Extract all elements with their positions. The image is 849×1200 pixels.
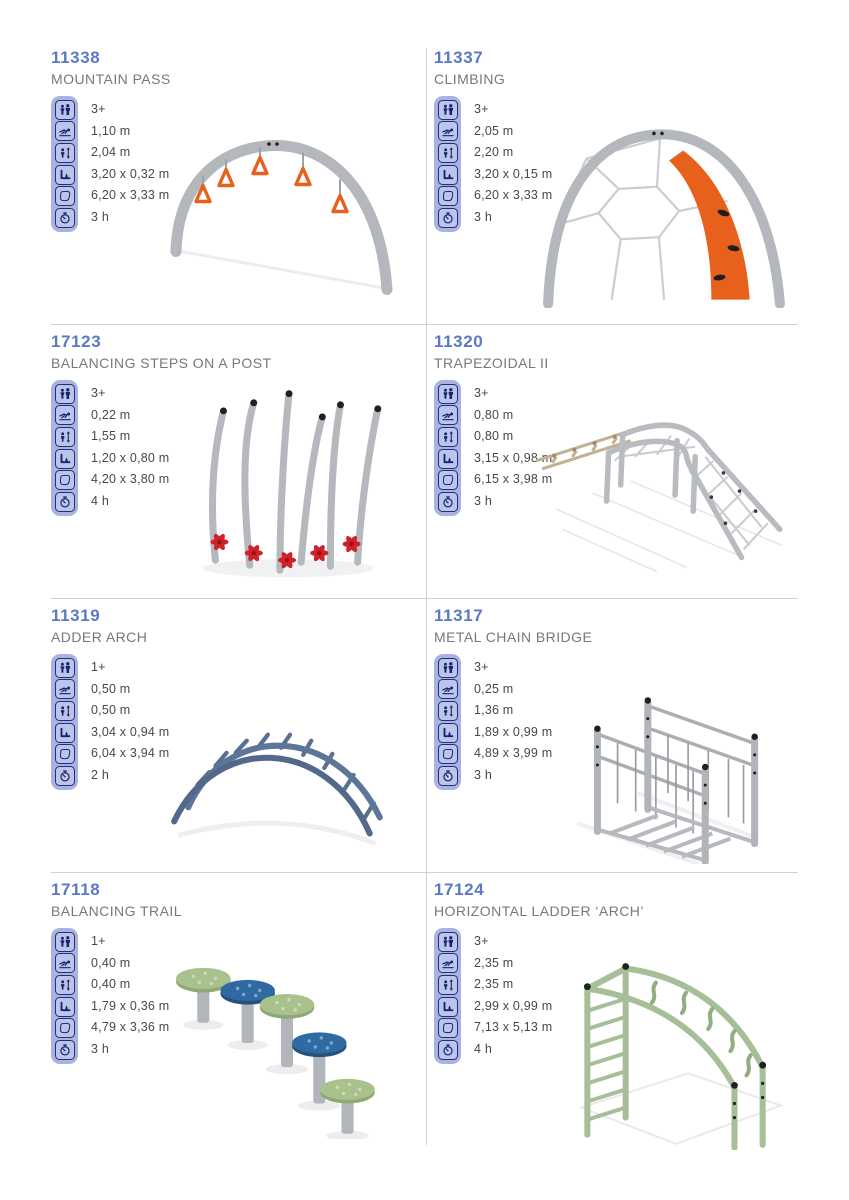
spec-footprint: 1,20 x 0,80 m	[91, 450, 170, 465]
free-fall-height-icon	[55, 405, 75, 425]
footprint-dimensions-icon	[55, 723, 75, 743]
illustration-balancing-steps	[169, 380, 401, 588]
spec-safety-area: 6,15 x 3,98 m	[474, 472, 553, 487]
spec-safety-area: 6,04 x 3,94 m	[91, 746, 170, 761]
installation-time-icon	[55, 492, 75, 512]
spec-footprint: 2,99 x 0,99 m	[474, 998, 553, 1013]
free-fall-height-icon	[438, 953, 458, 973]
product-name: METAL CHAIN BRIDGE	[434, 629, 593, 645]
spec-footprint: 1,79 x 0,36 m	[91, 998, 170, 1013]
age-group-icon	[438, 932, 458, 952]
spec-age: 3+	[474, 934, 489, 948]
spec-footprint: 3,20 x 0,15 m	[474, 166, 553, 181]
free-fall-height-icon	[55, 121, 75, 141]
equipment-height-icon	[55, 143, 75, 163]
product-card	[51, 880, 424, 1150]
age-group-icon	[55, 658, 75, 678]
safety-area-icon	[55, 186, 75, 206]
spec-fall-height: 0,80 m	[474, 407, 514, 422]
free-fall-height-icon	[55, 679, 75, 699]
spec-values	[91, 928, 169, 1064]
spec-height: 2,35 m	[474, 977, 514, 992]
spec-height: 0,40 m	[91, 977, 131, 992]
safety-area-icon	[438, 1018, 458, 1038]
spec-height: 1,36 m	[474, 703, 514, 718]
spec-age: 3+	[474, 386, 489, 400]
spec-safety-area: 4,89 x 3,99 m	[474, 746, 553, 761]
product-id: 11317	[434, 606, 484, 625]
footprint-dimensions-icon	[55, 997, 75, 1017]
spec-safety-area: 6,20 x 3,33 m	[91, 188, 170, 203]
footprint-dimensions-icon	[438, 997, 458, 1017]
spec-icon-strip	[51, 380, 78, 516]
spec-age: 3+	[474, 102, 489, 116]
age-group-icon	[438, 658, 458, 678]
spec-fall-height: 0,22 m	[91, 407, 131, 422]
spec-icon-strip	[51, 96, 78, 232]
footprint-dimensions-icon	[438, 449, 458, 469]
illustration-horizontal-ladder-arch	[537, 918, 809, 1150]
product-name: BALANCING TRAIL	[51, 903, 182, 919]
spec-age: 3+	[91, 386, 106, 400]
footprint-dimensions-icon	[55, 165, 75, 185]
illustration-metal-chain-bridge	[547, 672, 799, 864]
spec-safety-area: 4,20 x 3,80 m	[91, 472, 170, 487]
spec-install-time: 3 h	[91, 209, 109, 224]
safety-area-icon	[55, 1018, 75, 1038]
spec-height: 0,50 m	[91, 703, 131, 718]
product-card	[434, 880, 807, 1150]
spec-icon-strip	[434, 380, 461, 516]
spec-fall-height: 0,50 m	[91, 681, 131, 696]
spec-footprint: 3,04 x 0,94 m	[91, 724, 170, 739]
spec-install-time: 3 h	[91, 1041, 109, 1056]
spec-icon-strip	[434, 928, 461, 1064]
equipment-height-icon	[55, 701, 75, 721]
age-group-icon	[438, 100, 458, 120]
spec-install-time: 4 h	[91, 493, 109, 508]
spec-fall-height: 2,05 m	[474, 123, 514, 138]
installation-time-icon	[55, 208, 75, 228]
spec-fall-height: 0,25 m	[474, 681, 514, 696]
spec-fall-height: 0,40 m	[91, 955, 131, 970]
spec-footprint: 3,20 x 0,32 m	[91, 166, 170, 181]
product-id: 11337	[434, 48, 484, 67]
footprint-dimensions-icon	[55, 449, 75, 469]
footprint-dimensions-icon	[438, 165, 458, 185]
spec-height: 2,20 m	[474, 145, 514, 160]
equipment-height-icon	[438, 701, 458, 721]
product-id: 11319	[51, 606, 101, 625]
spec-safety-area: 7,13 x 5,13 m	[474, 1020, 553, 1035]
installation-time-icon	[438, 208, 458, 228]
equipment-height-icon	[55, 975, 75, 995]
product-id: 11320	[434, 332, 484, 351]
illustration-mountain-pass	[156, 130, 406, 298]
illustration-climbing	[532, 116, 794, 308]
free-fall-height-icon	[438, 405, 458, 425]
free-fall-height-icon	[55, 953, 75, 973]
spec-values	[474, 654, 552, 790]
safety-area-icon	[55, 744, 75, 764]
illustration-balancing-trail	[169, 952, 401, 1139]
spec-install-time: 3 h	[474, 209, 492, 224]
row-divider	[51, 324, 798, 325]
product-card	[51, 332, 424, 602]
equipment-height-icon	[55, 427, 75, 447]
spec-icon-strip	[51, 654, 78, 790]
product-name: HORIZONTAL LADDER ‘ARCH’	[434, 903, 644, 919]
illustration-adder-arch	[154, 694, 406, 856]
product-name: ADDER ARCH	[51, 629, 148, 645]
safety-area-icon	[438, 470, 458, 490]
age-group-icon	[55, 384, 75, 404]
illustration-trapezoidal	[526, 398, 808, 575]
equipment-height-icon	[438, 143, 458, 163]
free-fall-height-icon	[438, 121, 458, 141]
column-divider	[426, 48, 427, 1145]
product-id: 17123	[51, 332, 102, 351]
spec-age: 3+	[91, 102, 106, 116]
product-id: 17118	[51, 880, 101, 899]
spec-icon-strip	[51, 928, 78, 1064]
age-group-icon	[55, 932, 75, 952]
safety-area-icon	[438, 186, 458, 206]
installation-time-icon	[55, 1040, 75, 1060]
spec-age: 3+	[474, 660, 489, 674]
spec-footprint: 3,15 x 0,98 m	[474, 450, 553, 465]
installation-time-icon	[438, 492, 458, 512]
spec-icon-strip	[434, 654, 461, 790]
spec-height: 1,55 m	[91, 429, 131, 444]
installation-time-icon	[438, 1040, 458, 1060]
spec-safety-area: 6,20 x 3,33 m	[474, 188, 553, 203]
product-card	[434, 48, 807, 318]
spec-install-time: 3 h	[474, 493, 492, 508]
footprint-dimensions-icon	[438, 723, 458, 743]
age-group-icon	[438, 384, 458, 404]
product-id: 11338	[51, 48, 101, 67]
spec-safety-area: 4,79 x 3,36 m	[91, 1020, 170, 1035]
product-name: CLIMBING	[434, 71, 506, 87]
safety-area-icon	[438, 744, 458, 764]
spec-icon-strip	[434, 96, 461, 232]
product-name: TRAPEZOIDAL II	[434, 355, 549, 371]
age-group-icon	[55, 100, 75, 120]
product-card	[434, 332, 807, 602]
installation-time-icon	[55, 766, 75, 786]
safety-area-icon	[55, 470, 75, 490]
product-name: BALANCING STEPS ON A POST	[51, 355, 272, 371]
spec-fall-height: 2,35 m	[474, 955, 514, 970]
product-id: 17124	[434, 880, 485, 899]
spec-height: 0,80 m	[474, 429, 514, 444]
equipment-height-icon	[438, 975, 458, 995]
spec-install-time: 4 h	[474, 1041, 492, 1056]
equipment-height-icon	[438, 427, 458, 447]
spec-height: 2,04 m	[91, 145, 131, 160]
product-card	[51, 48, 424, 318]
spec-footprint: 1,89 x 0,99 m	[474, 724, 553, 739]
product-name: MOUNTAIN PASS	[51, 71, 171, 87]
spec-fall-height: 1,10 m	[91, 123, 131, 138]
product-card	[51, 606, 424, 876]
installation-time-icon	[438, 766, 458, 786]
spec-install-time: 3 h	[474, 767, 492, 782]
spec-values	[91, 380, 169, 516]
product-card	[434, 606, 807, 876]
spec-age: 1+	[91, 660, 106, 674]
spec-age: 1+	[91, 934, 106, 948]
free-fall-height-icon	[438, 679, 458, 699]
spec-install-time: 2 h	[91, 767, 109, 782]
